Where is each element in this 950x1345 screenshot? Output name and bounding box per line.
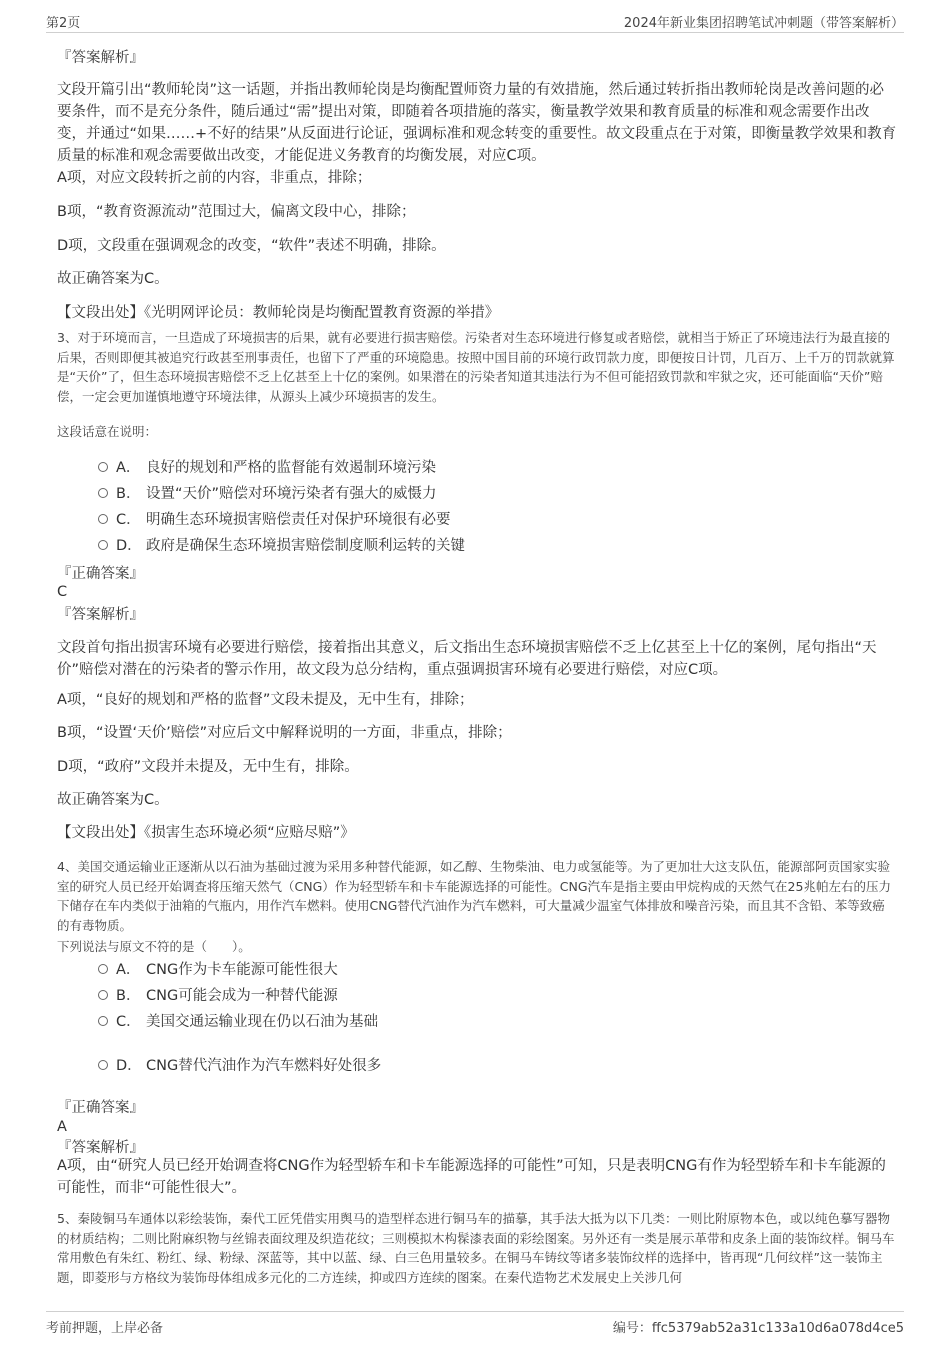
- document-code: [613, 1317, 904, 1336]
- q4-answer: A: [57, 1119, 67, 1135]
- q3-option-b[interactable]: B． 设置“天价”赔偿对环境污染者有强大的威慑力: [98, 484, 437, 504]
- radio-icon[interactable]: [98, 462, 108, 472]
- document-title: 2024年新业集团招聘笔试冲刺题（带答案解析）: [623, 16, 904, 31]
- q2-conclusion: 故正确答案为C。: [57, 271, 169, 287]
- radio-icon[interactable]: [98, 964, 108, 974]
- q2-option-d-explanation: D项，文段重在强调观念的改变，“软件”表述不明确，排除。: [57, 238, 446, 254]
- q3-answer: C: [57, 584, 68, 600]
- document-code-value: ffc5379ab52a31c133a10d6a078d4ce5: [651, 1321, 904, 1336]
- q4-option-b[interactable]: B． CNG可能会成为一种替代能源: [98, 986, 338, 1006]
- q4-option-c[interactable]: C． 美国交通运输业现在仍以石油为基础: [98, 1012, 378, 1032]
- q3-option-c[interactable]: C． 明确生态环境损害赔偿责任对保护环境很有必要: [98, 510, 451, 530]
- q4-stem: 4、美国交通运输业正逐渐从以石油为基础过渡为采用多种替代能源，如乙醇、生物柴油、电力或氢能等。为了更加壮大这支队伍，能源部阿贡国家实验室的研究人员已经开始调查将压缩天然气（CNG）作为轻型轿车和卡车能源选择的可能性。CNG汽车是指主要由甲烷构成的天然气在25兆帕左右的压力下储存在车内类似于油箱的气瓶内，用作汽车燃料。使用CNG替代汽油作为汽车燃料，可大量减少温室气体排放和噪音污染，而且其不含铅、苯等致癌的有毒物质。: [57, 859, 891, 933]
- q3-source: 【文段出处】《损害生态环境必须“应赔尽赔”》: [57, 825, 355, 841]
- radio-icon[interactable]: [98, 1060, 108, 1070]
- q3-option-a[interactable]: A． 良好的规划和严格的监督能有效遏制环境污染: [98, 458, 436, 478]
- q4-analysis-text: A项，由“研究人员已经开始调查将CNG作为轻型轿车和卡车能源选择的可能性”可知，只是表明CNG有作为轻型轿车和卡车能源的可能性，而非“可能性很大”。: [57, 1158, 886, 1196]
- q3-option-d-explanation: D项，“政府”文段并未提及，无中生有，排除。: [57, 759, 359, 775]
- page-number: 第2页: [46, 16, 81, 31]
- page-header: [46, 8, 904, 33]
- q3-conclusion: 故正确答案为C。: [57, 792, 169, 808]
- q4-prompt: 下列说法与原文不符的是（ ）。: [57, 939, 251, 954]
- q4-option-a[interactable]: A． CNG作为卡车能源可能性很大: [98, 960, 338, 980]
- q4-answer-label: 『正确答案』: [57, 1100, 144, 1116]
- q2-option-a-explanation: A项，对应文段转折之前的内容，非重点，排除；: [57, 170, 372, 186]
- q3-prompt: 这段话意在说明：: [57, 424, 158, 439]
- q3-answer-label: 『正确答案』: [57, 566, 144, 582]
- q2-analysis-label: 『答案解析』: [57, 50, 144, 66]
- document-code-label: 编号：: [612, 1321, 652, 1336]
- q2-option-b-explanation: B项，“教育资源流动”范围过大，偏离文段中心，排除；: [57, 204, 416, 220]
- radio-icon[interactable]: [98, 488, 108, 498]
- q3-option-b-explanation: B项，“设置‘天价’赔偿”对应后文中解释说明的一方面，非重点，排除；: [57, 725, 512, 741]
- footer-slogan: 考前押题，上岸必备: [46, 1321, 164, 1336]
- q4-option-d[interactable]: D． CNG替代汽油作为汽车燃料好处很多: [98, 1056, 381, 1076]
- q2-source: 【文段出处】《光明网评论员：教师轮岗是均衡配置教育资源的举措》: [57, 305, 500, 321]
- q3-stem: 3、对于环境而言，一旦造成了环境损害的后果，就有必要进行损害赔偿。污染者对生态环境进行修复或者赔偿，就相当于矫正了环境违法行为最直接的后果，否则即便其被追究行政甚至刑事责任，也留下了严重的环境隐患。按照中国目前的环境行政罚款力度，即便按日计罚，几百万、上千万的罚款就算是“天价”了，但生态环境损害赔偿不乏上亿甚至上十亿的案例。如果潜在的污染者知道其违法行为不但可能招致罚款和牢狱之灾，还可能面临“天价”赔偿，一定会更加谨慎地遵守环境法律，从源头上减少环境损害的发生。: [57, 330, 895, 404]
- q4-analysis-label: 『答案解析』: [57, 1140, 144, 1156]
- q3-analysis-label: 『答案解析』: [57, 607, 144, 623]
- page-footer: [46, 1311, 904, 1336]
- radio-icon[interactable]: [98, 514, 108, 524]
- q3-analysis-text: 文段首句指出损害环境有必要进行赔偿，接着指出其意义，后文指出生态环境损害赔偿不乏上亿甚至上十亿的案例，尾句指出“天价”赔偿对潜在的污染者的警示作用，故文段为总分结构，重点强调损害环境有必要进行赔偿，对应C项。: [57, 640, 877, 678]
- q3-option-d[interactable]: D． 政府是确保生态环境损害赔偿制度顺利运转的关键: [98, 536, 465, 556]
- radio-icon[interactable]: [98, 1016, 108, 1026]
- radio-icon[interactable]: [98, 540, 108, 550]
- q2-analysis-text: 文段开篇引出“教师轮岗”这一话题，并指出教师轮岗是均衡配置师资力量的有效措施，然后通过转折指出教师轮岗是改善问题的必要条件，而不是充分条件，随后通过“需”提出对策，即随着各项措施的落实，衡量教学效果和教育质量的标准和观念需要作出改变，并通过“如果……+不好的结果”从反面进行论证，强调标准和观念转变的重要性。故文段重点在于对策，即衡量教学效果和教育质量的标准和观念需要做出改变，才能促进义务教育的均衡发展，对应C项。: [57, 82, 897, 164]
- q3-option-a-explanation: A项，“良好的规划和严格的监督”文段未提及，无中生有，排除；: [57, 692, 474, 708]
- radio-icon[interactable]: [98, 990, 108, 1000]
- q5-stem: 5、秦陵铜马车通体以彩绘装饰，秦代工匠凭借实用舆马的造型样态进行铜马车的描摹，其手法大抵为以下几类：一则比附原物本色，或以纯色摹写器物的材质结构；二则比附麻织物与丝锦表面纹理及织造花纹；三则模拟木构髹漆表面的彩绘图案。另外还有一类是展示革带和皮条上面的装饰纹样。铜马车常用敷色有朱红、粉红、绿、粉绿、深蓝等，其中以蓝、绿、白三色用量较多。在铜马车铸纹等诸多装饰纹样的选择中，皆再现“几何纹样”这一装饰主题，即菱形与方格纹为装饰母体组成多元化的二方连续，抑或四方连续的图案。在秦代造物艺术发展史上关涉几何: [57, 1211, 895, 1285]
